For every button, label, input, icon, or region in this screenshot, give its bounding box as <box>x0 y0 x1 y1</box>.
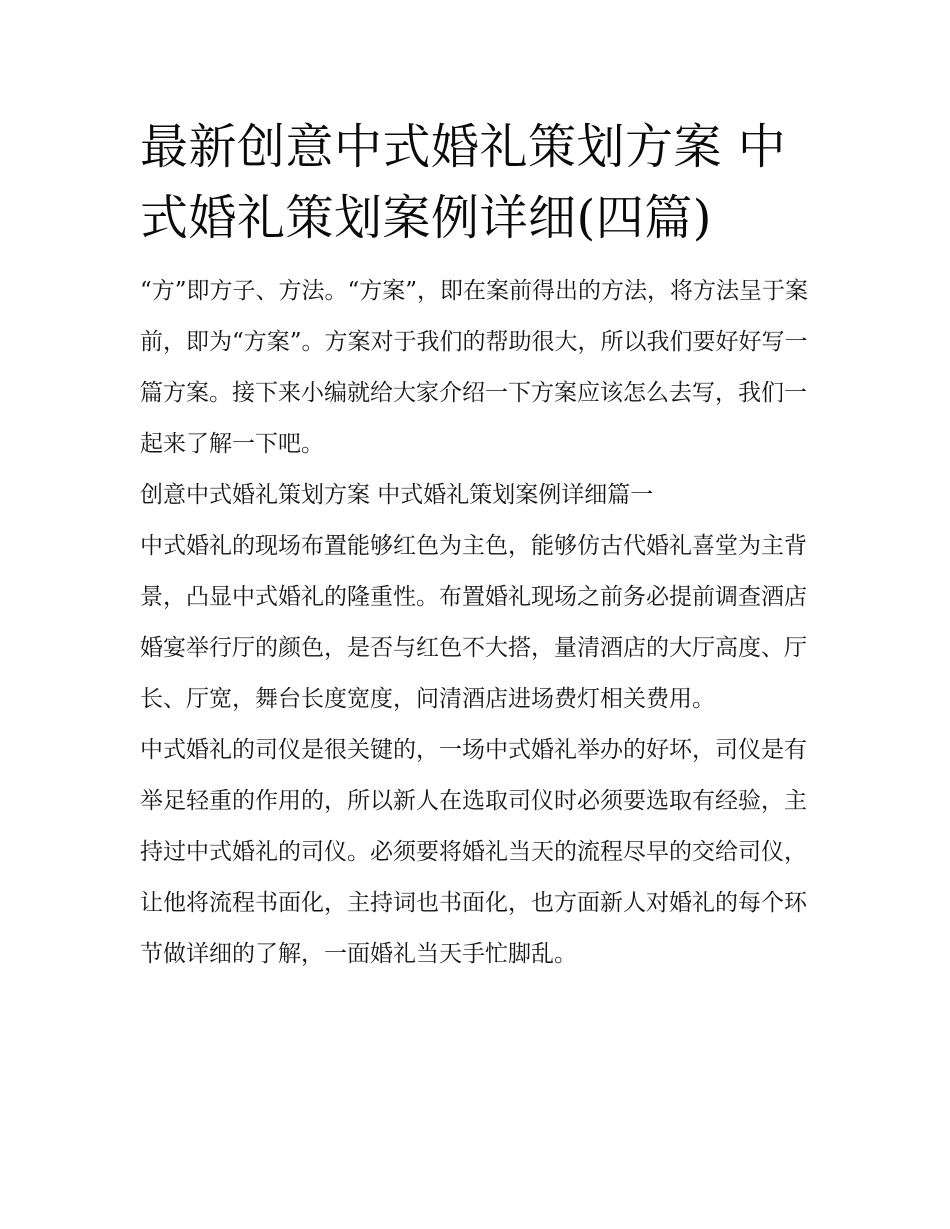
body-paragraph-venue: 中式婚礼的现场布置能够红色为主色，能够仿古代婚礼喜堂为主背景，凸显中式婚礼的隆重性。布置婚礼现场之前务必提前调查酒店婚宴举行厅的颜色，是否与红色不大搭，量清酒店的大厅高度、厅长、厅宽，舞台长度宽度，问清酒店进场费灯相关费用。 <box>140 533 807 712</box>
body-paragraph-host: 中式婚礼的司仪是很关键的，一场中式婚礼举办的好坏，司仪是有举足轻重的作用的，所以新人在选取司仪时必须要选取有经验，主持过中式婚礼的司仪。必须要将婚礼当天的流程尽早的交给司仪，让他将流程书面化，主持词也书面化，也方面新人对婚礼的每个环节做详细的了解，一面婚礼当天手忙脚乱。 <box>140 737 807 967</box>
section-heading: 创意中式婚礼策划方案 中式婚礼策划案例详细篇一 <box>140 482 654 508</box>
document-page <box>140 112 812 980</box>
document-body <box>140 266 812 980</box>
intro-paragraph: “方”即方子、方法。“方案”，即在案前得出的方法，将方法呈于案前，即为“方案”。方案对于我们的帮助很大，所以我们要好好写一篇方案。接下来小编就给大家介绍一下方案应该怎么去写，我们一起来了解一下吧。 <box>140 278 809 457</box>
document-title: 最新创意中式婚礼策划方案 中式婚礼策划案例详细(四篇) <box>140 119 787 246</box>
